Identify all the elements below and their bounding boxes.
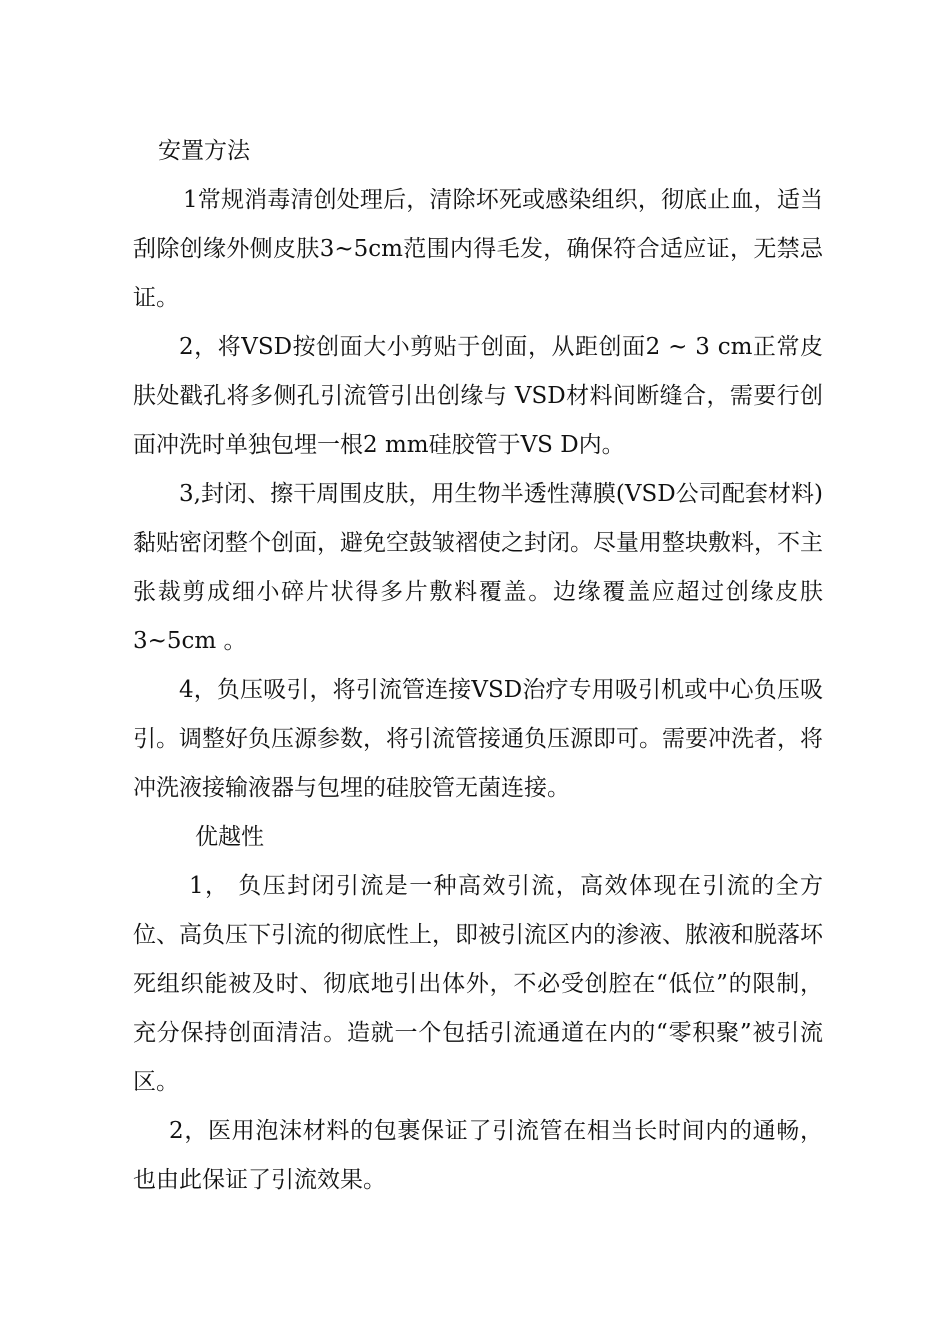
section-heading-advantages: 优越性 <box>195 824 264 850</box>
document-body <box>133 127 823 1205</box>
paragraph-advantage-2: 2，医用泡沫材料的包裹保证了引流管在相当长时间内的通畅，也由此保证了引流效果。 <box>133 1118 823 1193</box>
paragraph-step-1: 1常规消毒清创处理后，清除坏死或感染组织，彻底止血，适当刮除创缘外侧皮肤3~5cm范围内得毛发，确保符合适应证，无禁忌证。 <box>133 187 823 311</box>
paragraph-step-3: 3,封闭、擦干周围皮肤，用生物半透性薄膜(VSD公司配套材料)黏贴密闭整个创面，避免空鼓皱褶使之封闭。尽量用整块敷料，不主张裁剪成细小碎片状得多片敷料覆盖。边缘覆盖应超过创缘皮肤3~5cm 。 <box>133 481 823 654</box>
paragraph-step-2: 2，将VSD按创面大小剪贴于创面，从距创面2 ~ 3 cm正常皮肤处戳孔将多侧孔引流管引出创缘与 VSD材料间断缝合，需要行创面冲洗时单独包埋一根2 mm硅胶管于VS D内。 <box>133 334 823 458</box>
section-heading-placement-method: 安置方法 <box>158 138 250 164</box>
paragraph-advantage-1: 1， 负压封闭引流是一种高效引流，高效体现在引流的全方位、高负压下引流的彻底性上，即被引流区内的渗液、脓液和脱落坏死组织能被及时、彻底地引出体外，不必受创腔在“低位”的限制，充分保持创面清洁。造就一个包括引流通道在内的“零积聚”被引流区。 <box>133 873 823 1095</box>
paragraph-step-4: 4，负压吸引，将引流管连接VSD治疗专用吸引机或中心负压吸引。调整好负压源参数，将引流管接通负压源即可。需要冲洗者，将冲洗液接输液器与包埋的硅胶管无菌连接。 <box>133 677 823 801</box>
